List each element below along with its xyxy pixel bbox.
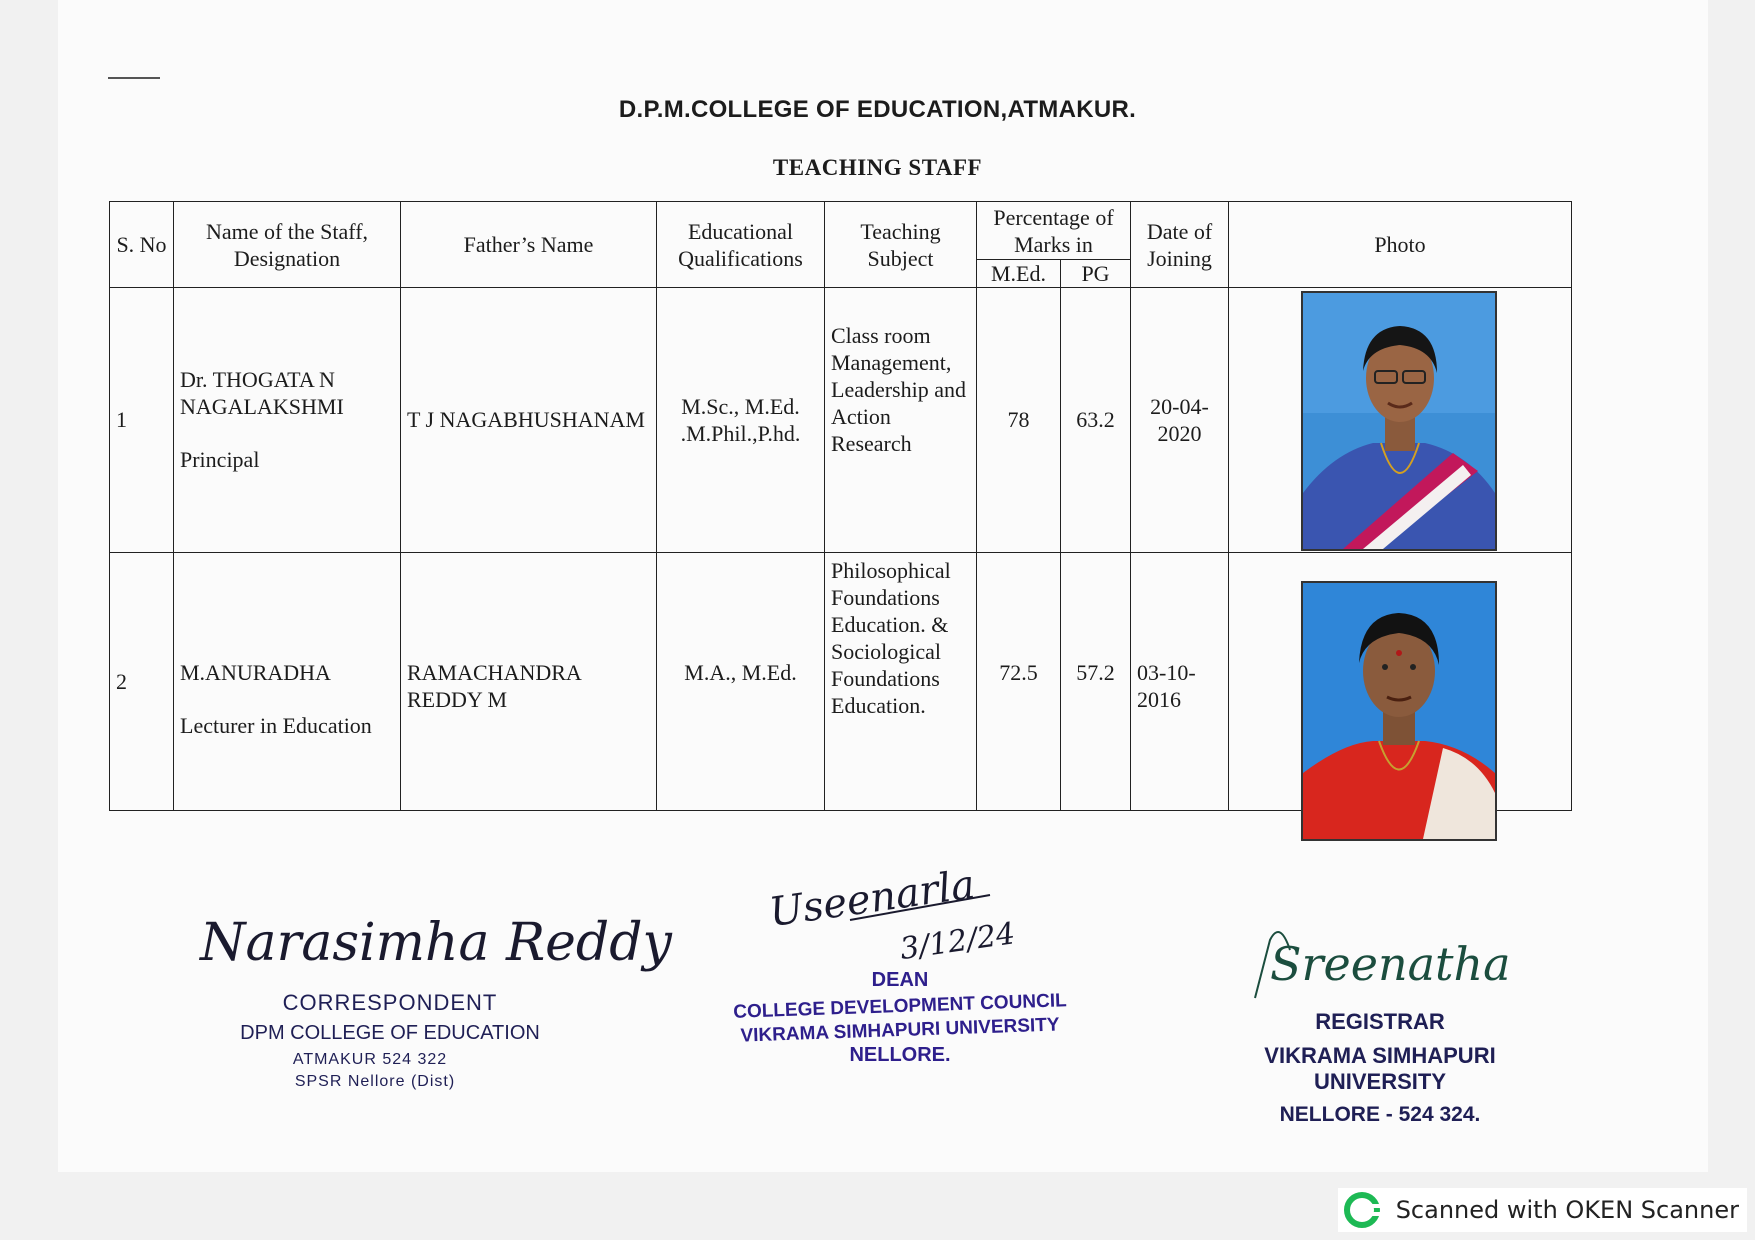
dean-org: COLLEGE DEVELOPMENT COUNCIL [732, 990, 1068, 1023]
header-name: Name of the Staff, Designation [174, 202, 401, 288]
registrar-signature [1200, 920, 1560, 1000]
header-qualifications: Educational Qualifications [657, 202, 825, 288]
correspondent-district: SPSR Nellore (Dist) [294, 1073, 456, 1090]
header-father: Father’s Name [401, 202, 657, 288]
correspondent-signature [190, 890, 672, 985]
cell-qualifications: M.A., M.Ed. [657, 552, 825, 811]
svg-text:Useenarla: Useenarla [766, 861, 978, 936]
cell-sno: 2 [110, 552, 174, 811]
oken-scanner-icon [1342, 1190, 1382, 1230]
header-photo: Photo [1229, 202, 1572, 288]
correspondent-role: CORRESPONDENT [282, 990, 498, 1015]
svg-text:3/12/24: 3/12/24 [897, 916, 1018, 967]
college-title: D.P.M.COLLEGE OF EDUCATION,ATMAKUR. [618, 96, 1137, 123]
cell-photo [1229, 552, 1572, 811]
header-pg: PG [1061, 260, 1131, 288]
cell-med: 72.5 [977, 552, 1061, 811]
scanner-text: Scanned with OKEN Scanner [1395, 1196, 1739, 1224]
correspondent-signature-block [190, 890, 672, 1091]
header-row [110, 202, 1572, 260]
cell-photo [1229, 288, 1572, 553]
dean-city: NELLORE. [849, 1044, 951, 1066]
registrar-city: NELLORE - 524 324. [1279, 1103, 1481, 1126]
cell-sno: 1 [110, 288, 174, 553]
table-row [110, 288, 1572, 553]
registrar-signature-block [1200, 920, 1560, 1127]
table-row [110, 552, 1572, 811]
dean-signature [730, 861, 1070, 967]
cell-doj: 20-04-2020 [1131, 288, 1229, 553]
cell-subject: Philosophical Foundations Education. & Sociological Foundations Education. [825, 552, 977, 811]
registrar-role: REGISTRAR [1315, 1009, 1445, 1034]
svg-text:Narasimha Reddy: Narasimha Reddy [200, 913, 672, 973]
signatures-area [0, 861, 1755, 1130]
svg-text:Sreenatha: Sreenatha [1270, 937, 1511, 991]
correspondent-place: ATMAKUR 524 322 [292, 1051, 448, 1068]
cell-med: 78 [977, 288, 1061, 553]
dean-role: DEAN [871, 969, 929, 991]
staff-designation: Lecturer in Education [180, 712, 372, 738]
staff-designation: Principal [180, 447, 260, 473]
scanner-watermark [1338, 1188, 1747, 1232]
header-med: M.Ed. [977, 260, 1061, 288]
header-sno: S. No [110, 202, 174, 288]
section-title: TEACHING STAFF [772, 155, 983, 180]
cell-name [174, 288, 401, 553]
cell-pg: 57.2 [1061, 552, 1131, 811]
cell-qualifications: M.Sc., M.Ed. .M.Phil.,P.hd. [657, 288, 825, 553]
header-doj: Date of Joining [1131, 202, 1229, 288]
cell-father: T J NAGABHUSHANAM [401, 288, 657, 553]
dean-university: VIKRAMA SIMHAPURI UNIVERSITY [740, 1014, 1060, 1047]
header-percentage: Percentage of Marks in [977, 202, 1131, 260]
cell-subject: Class room Management, Leadership and Action Research [825, 288, 977, 553]
staff-name: Dr. THOGATA N NAGALAKSHMI [180, 367, 344, 420]
staff-name: M.ANURADHA [180, 659, 331, 685]
header-subject: Teaching Subject [825, 202, 977, 288]
dean-signature-block [730, 861, 1070, 1067]
scan-mark [108, 77, 160, 79]
cell-name [174, 552, 401, 811]
staff-table [109, 201, 1572, 811]
cell-doj: 03-10-2016 [1131, 552, 1229, 811]
correspondent-org: DPM COLLEGE OF EDUCATION [240, 1022, 540, 1044]
cell-pg: 63.2 [1061, 288, 1131, 553]
registrar-university: VIKRAMA SIMHAPURI UNIVERSITY [1264, 1043, 1496, 1094]
cell-father: RAMACHANDRA REDDY M [401, 552, 657, 811]
staff-photo [1301, 291, 1497, 551]
staff-photo [1301, 581, 1497, 841]
